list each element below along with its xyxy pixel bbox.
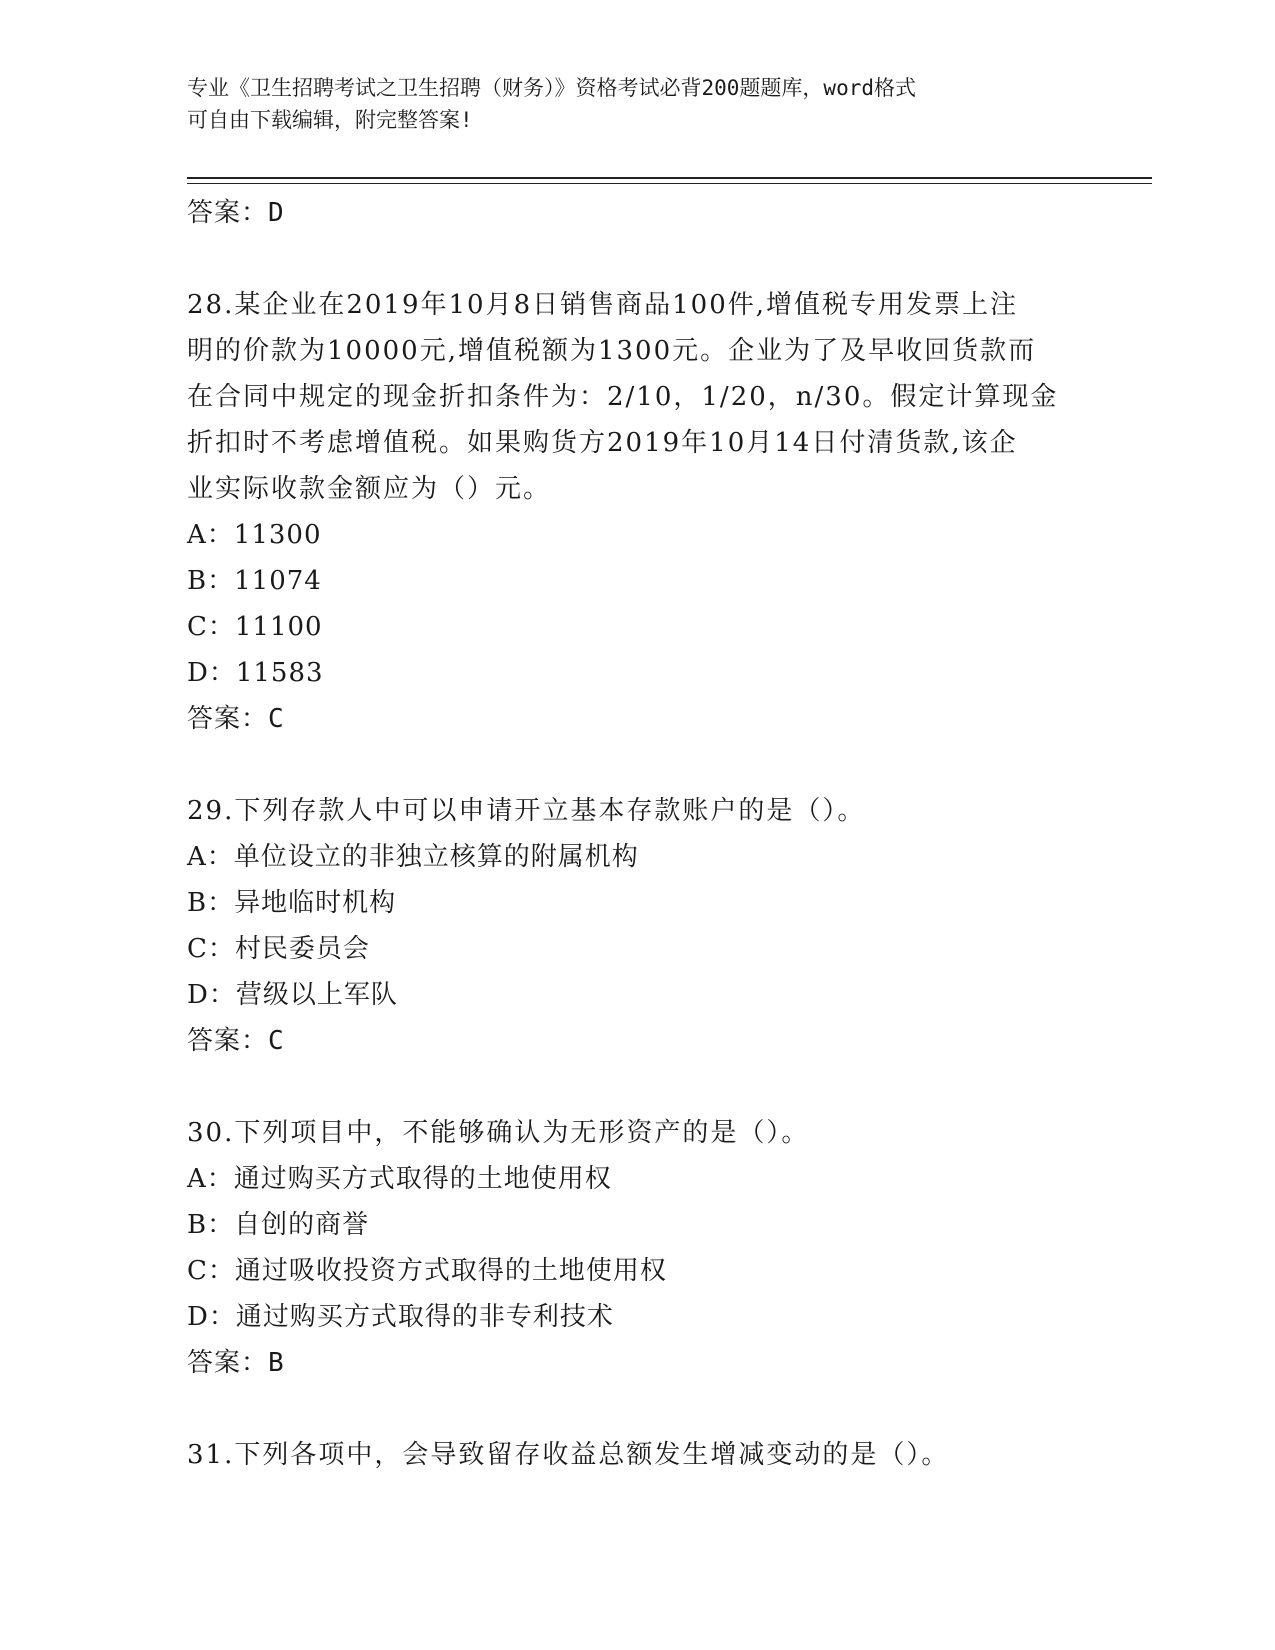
question-stem-line: 31.下列各项中，会导致留存收益总额发生增减变动的是（）。: [187, 1440, 950, 1470]
spacer: [187, 742, 1067, 788]
document-header: [187, 72, 1067, 136]
header-line-1: 专业《卫生招聘考试之卫生招聘（财务）》资格考试必背200题题库，word格式: [187, 76, 916, 100]
question-31: [187, 1432, 1067, 1478]
previous-answer: 答案：D: [187, 198, 285, 228]
option-a: A：通过购买方式取得的土地使用权: [187, 1164, 612, 1194]
option-c: C：11100: [187, 612, 323, 642]
question-stem-line: 业实际收款金额应为（）元。: [187, 474, 552, 504]
question-28: [187, 282, 1067, 742]
question-stem-line: 29.下列存款人中可以申请开立基本存款账户的是（）。: [187, 796, 866, 826]
question-30: [187, 1110, 1067, 1386]
header-line-2: 可自由下载编辑，附完整答案!: [187, 108, 473, 132]
option-b: B：自创的商誉: [187, 1210, 370, 1240]
header-divider-thin: [187, 183, 1152, 184]
option-a: A：单位设立的非独立核算的附属机构: [187, 842, 639, 872]
answer: 答案：C: [187, 1026, 285, 1056]
option-c: C：通过吸收投资方式取得的土地使用权: [187, 1256, 667, 1286]
spacer: [187, 1386, 1067, 1432]
spacer: [187, 1064, 1067, 1110]
option-b: B：11074: [187, 566, 322, 596]
question-stem-line: 28.某企业在2019年10月8日销售商品100件,增值税专用发票上注: [187, 290, 1019, 320]
option-c: C：村民委员会: [187, 934, 370, 964]
header-divider-thick: [187, 177, 1152, 179]
answer: 答案：B: [187, 1348, 285, 1378]
option-d: D：营级以上军队: [187, 980, 398, 1010]
question-stem-line: 30.下列项目中，不能够确认为无形资产的是（）。: [187, 1118, 810, 1148]
question-stem-line: 明的价款为10000元,增值税额为1300元。企业为了及早收回货款而: [187, 336, 1037, 366]
question-stem-line: 在合同中规定的现金折扣条件为：2/10，1/20，n/30。假定计算现金: [187, 382, 1059, 412]
answer: 答案：C: [187, 704, 285, 734]
spacer: [187, 236, 1067, 282]
option-d: D：通过购买方式取得的非专利技术: [187, 1302, 614, 1332]
option-d: D：11583: [187, 658, 324, 688]
question-stem-line: 折扣时不考虑增值税。如果购货方2019年10月14日付清货款,该企: [187, 428, 1018, 458]
question-29: [187, 788, 1067, 1064]
document-body: [187, 190, 1067, 1478]
option-b: B：异地临时机构: [187, 888, 397, 918]
option-a: A：11300: [187, 520, 322, 550]
